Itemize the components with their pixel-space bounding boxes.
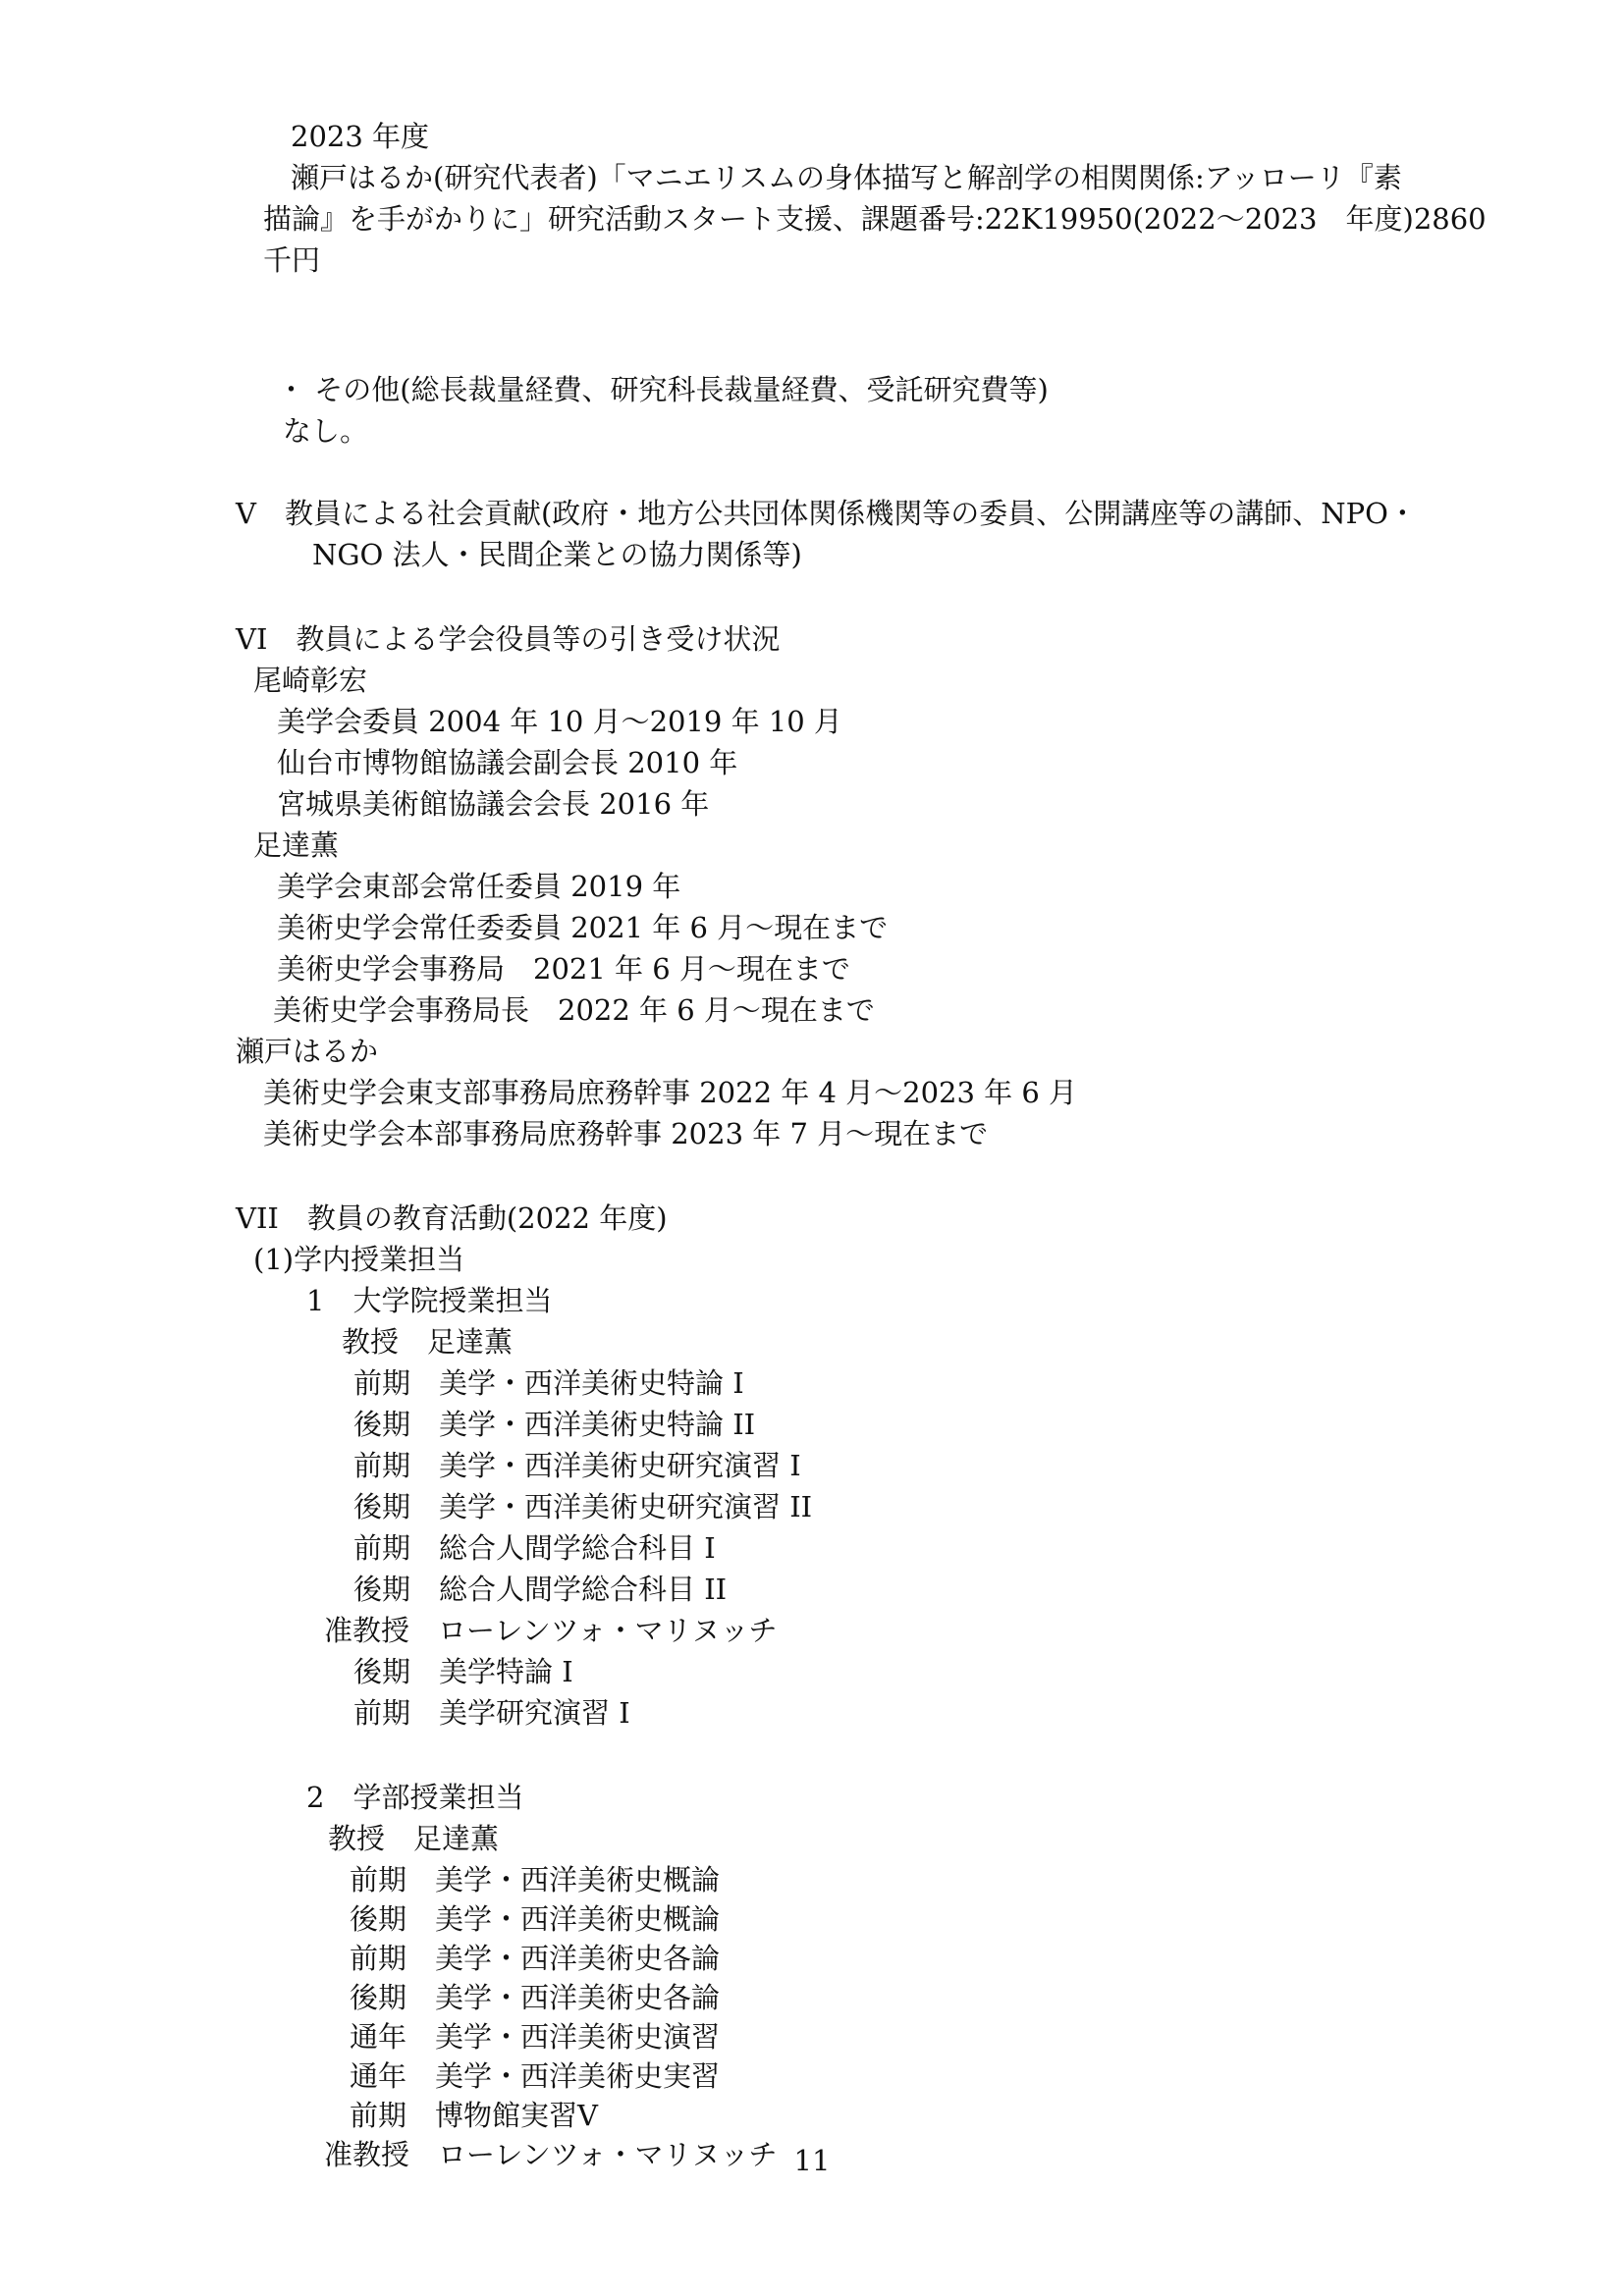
course-item: 後期 美学特論 I xyxy=(353,1655,573,1688)
course-item: 前期 美学・西洋美術史各論 xyxy=(350,1942,721,1975)
course-item: 前期 美学・西洋美術史研究演習 I xyxy=(353,1449,801,1482)
course-item: 通年 美学・西洋美術史演習 xyxy=(350,2020,721,2054)
undergrad-heading: 2 学部授業担当 xyxy=(306,1781,524,1814)
grant-line: 描論』を手がかりに」研究活動スタート支援、課題番号:22K19950(2022～2023 年度)2860 xyxy=(263,202,1487,236)
role-item: 美術史学会事務局長 2022 年 6 月～現在まで xyxy=(273,993,875,1027)
course-item: 前期 美学研究演習 I xyxy=(353,1696,630,1730)
instructor-name: 准教授 ローレンツォ・マリヌッチ xyxy=(324,1614,778,1647)
course-item: 前期 美学・西洋美術史特論 I xyxy=(353,1366,744,1400)
grad-heading: 1 大学院授業担当 xyxy=(306,1284,553,1317)
role-item: 美術史学会本部事務局庶務幹事 2023 年 7 月～現在まで xyxy=(263,1117,989,1150)
section-vi-heading: VI 教員による学会役員等の引き受け状況 xyxy=(236,622,781,656)
grant-year: 2023 年度 xyxy=(291,120,430,153)
instructor-name: 教授 足達薫 xyxy=(342,1325,514,1359)
role-item: 美術史学会常任委委員 2021 年 6 月～現在まで xyxy=(277,911,889,944)
other-funding-value: なし。 xyxy=(283,414,369,448)
course-item: 前期 博物館実習V xyxy=(350,2099,598,2132)
role-item: 美学会委員 2004 年 10 月～2019 年 10 月 xyxy=(277,705,842,738)
grant-line: 千円 xyxy=(263,243,321,277)
page-number: 11 xyxy=(793,2144,831,2177)
subsection-heading: (1)学内授業担当 xyxy=(253,1243,465,1276)
section-vii-heading: VII 教員の教育活動(2022 年度) xyxy=(236,1201,668,1235)
section-v-heading-cont: NGO 法人・民間企業との協力関係等) xyxy=(312,538,802,571)
course-item: 後期 美学・西洋美術史概論 xyxy=(350,1902,721,1936)
course-item: 後期 美学・西洋美術史研究演習 II xyxy=(353,1490,813,1523)
person-name: 尾崎彰宏 xyxy=(253,664,368,697)
role-item: 宮城県美術館協議会会長 2016 年 xyxy=(277,787,710,821)
role-item: 美学会東部会常任委員 2019 年 xyxy=(277,870,681,903)
person-name: 瀬戸はるか xyxy=(236,1035,379,1068)
course-item: 後期 美学・西洋美術史特論 II xyxy=(353,1408,756,1441)
course-item: 前期 美学・西洋美術史概論 xyxy=(350,1863,721,1896)
role-item: 仙台市博物館協議会副会長 2010 年 xyxy=(277,746,738,779)
role-item: 美術史学会東支部事務局庶務幹事 2022 年 4 月～2023 年 6 月 xyxy=(263,1076,1078,1109)
course-item: 通年 美学・西洋美術史実習 xyxy=(350,2059,721,2093)
course-item: 前期 総合人間学総合科目 I xyxy=(353,1531,716,1565)
section-v-heading: V 教員による社会貢献(政府・地方公共団体関係機関等の委員、公開講座等の講師、NPO・ xyxy=(236,497,1417,530)
person-name: 足達薫 xyxy=(253,828,340,862)
course-item: 後期 美学・西洋美術史各論 xyxy=(350,1981,721,2014)
other-funding-heading: ・ その他(総長裁量経費、研究科長裁量経費、受託研究費等) xyxy=(277,373,1049,406)
role-item: 美術史学会事務局 2021 年 6 月～現在まで xyxy=(277,952,850,986)
instructor-name: 教授 足達薫 xyxy=(328,1822,500,1855)
grant-line: 瀬戸はるか(研究代表者)「マニエリスムの身体描写と解剖学の相関関係:アッローリ『素 xyxy=(291,161,1402,194)
course-item: 後期 総合人間学総合科目 II xyxy=(353,1573,728,1606)
instructor-name: 准教授 ローレンツォ・マリヌッチ xyxy=(324,2138,778,2171)
